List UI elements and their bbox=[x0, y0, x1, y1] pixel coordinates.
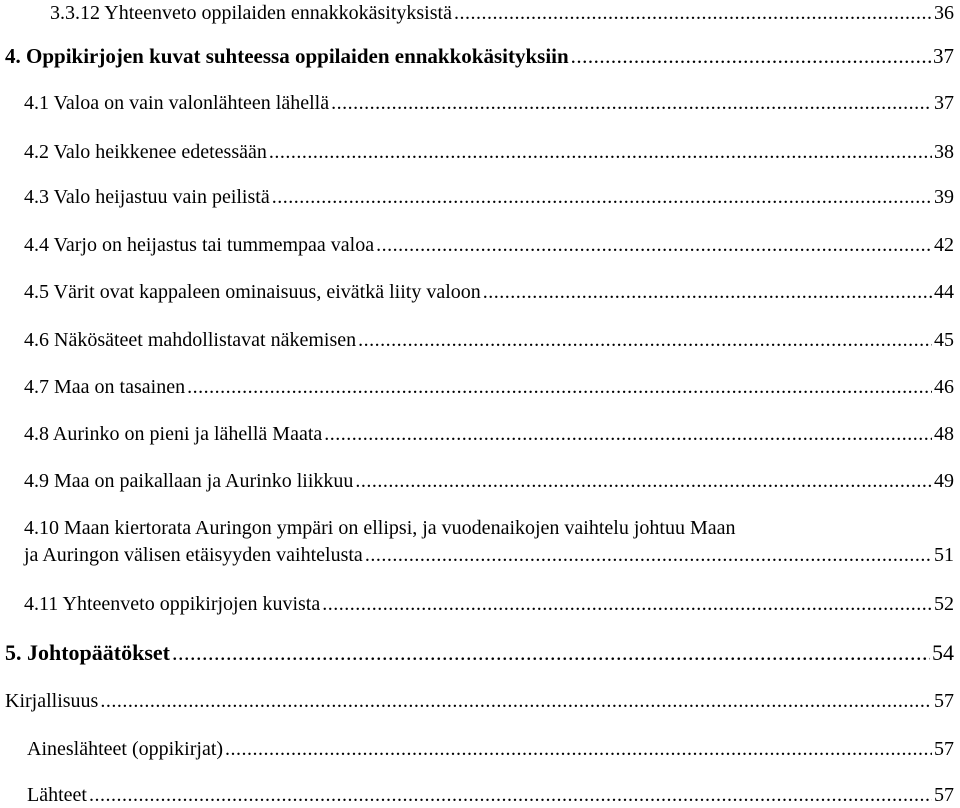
toc-entry-kirjallisuus bbox=[5, 690, 954, 713]
toc-entry-title: Lähteet bbox=[27, 784, 87, 806]
dot-leader bbox=[324, 424, 932, 444]
toc-page-number: 57 bbox=[934, 690, 954, 712]
toc-page-number: 46 bbox=[934, 376, 954, 398]
toc-entry-title: 4.5 Värit ovat kappaleen ominaisuus, eivätkä liity valoon bbox=[24, 281, 481, 303]
toc-entry-4-10 bbox=[24, 517, 954, 566]
toc-page-number: 48 bbox=[934, 423, 954, 445]
toc-page-number: 36 bbox=[934, 2, 954, 24]
toc-entry-title: 4.4 Varjo on heijastus tai tummempaa valoa bbox=[24, 234, 375, 256]
dot-leader bbox=[331, 93, 932, 113]
toc-entry-title: 4.6 Näkösäteet mahdollistavat näkemisen bbox=[24, 329, 357, 351]
toc-entry-title: 3.3.12 Yhteenveto oppilaiden ennakkokäsityksistä bbox=[50, 2, 452, 24]
toc-page-number: 52 bbox=[934, 593, 954, 615]
toc-page-number: 37 bbox=[933, 44, 954, 68]
toc-page-number: 45 bbox=[934, 329, 954, 351]
dot-leader bbox=[172, 642, 930, 664]
toc-entry-4-6 bbox=[24, 329, 954, 352]
toc-entry-title: 4.2 Valo heikkenee edetessään bbox=[24, 141, 267, 163]
toc-page-number: 57 bbox=[934, 738, 954, 760]
toc-entry-4-2 bbox=[24, 141, 954, 164]
toc-page-number: 39 bbox=[934, 186, 954, 208]
toc-entry-title: 4.8 Aurinko on pieni ja lähellä Maata bbox=[24, 423, 323, 445]
dot-leader bbox=[571, 46, 931, 67]
toc-page-number: 51 bbox=[934, 544, 954, 566]
dot-leader bbox=[454, 3, 932, 23]
dot-leader bbox=[100, 691, 932, 711]
toc-entry-4-1 bbox=[24, 92, 954, 115]
dot-leader bbox=[272, 187, 932, 207]
toc-entry-title: 4.11 Yhteenveto oppikirjojen kuvista bbox=[24, 593, 321, 615]
toc-entry-4-5 bbox=[24, 281, 954, 304]
toc-entry-title: Aineslähteet (oppikirjat) bbox=[27, 738, 224, 760]
toc-entry-4-10-line2 bbox=[24, 544, 954, 567]
dot-leader bbox=[365, 545, 932, 565]
toc-entry-title: 4.3 Valo heijastuu vain peilistä bbox=[24, 186, 270, 208]
dot-leader bbox=[269, 142, 932, 162]
toc-entry-4-4 bbox=[24, 234, 954, 257]
toc-page-number: 38 bbox=[934, 141, 954, 163]
toc-entry-3-3-12 bbox=[50, 2, 954, 25]
toc-page-number: 37 bbox=[934, 92, 954, 114]
toc-entry-title: 5. Johtopäätökset bbox=[5, 640, 171, 665]
toc-entry-aineslahteet bbox=[27, 738, 954, 761]
toc-entry-4-3 bbox=[24, 186, 954, 209]
toc-entry-title-line1: 4.10 Maan kiertorata Auringon ympäri on ellipsi, ja vuodenaikojen vaihtelu johtuu Maan bbox=[24, 517, 736, 539]
toc-entry-title: 4.7 Maa on tasainen bbox=[24, 376, 186, 398]
toc-entry-4-11 bbox=[24, 593, 954, 616]
toc-entry-title: 4.1 Valoa on vain valonlähteen lähellä bbox=[24, 92, 330, 114]
dot-leader bbox=[483, 282, 932, 302]
toc-page-number: 44 bbox=[934, 281, 954, 303]
toc-entry-lahteet bbox=[27, 784, 954, 807]
toc-entry-title: 4.9 Maa on paikallaan ja Aurinko liikkuu bbox=[24, 470, 354, 492]
toc-entry-title: ja Auringon välisen etäisyyden vaihtelusta bbox=[24, 544, 363, 566]
toc-page-number: 57 bbox=[934, 784, 954, 806]
toc-page-number: 49 bbox=[934, 470, 954, 492]
dot-leader bbox=[358, 330, 932, 350]
toc-entry-title: 4. Oppikirjojen kuvat suhteessa oppilaiden ennakkokäsityksiin bbox=[5, 44, 569, 68]
toc-page-number: 42 bbox=[934, 234, 954, 256]
toc-entry-4-9 bbox=[24, 470, 954, 493]
dot-leader bbox=[376, 235, 932, 255]
dot-leader bbox=[89, 785, 932, 805]
dot-leader bbox=[322, 594, 932, 614]
dot-leader bbox=[225, 739, 932, 759]
toc-entry-4-8 bbox=[24, 423, 954, 446]
toc-entry-4-7 bbox=[24, 376, 954, 399]
dot-leader bbox=[355, 471, 932, 491]
dot-leader bbox=[187, 377, 932, 397]
toc-page-number: 54 bbox=[932, 640, 954, 665]
toc-entry-title: Kirjallisuus bbox=[5, 690, 99, 712]
toc-entry-4 bbox=[5, 44, 954, 69]
toc-entry-5 bbox=[5, 640, 954, 666]
